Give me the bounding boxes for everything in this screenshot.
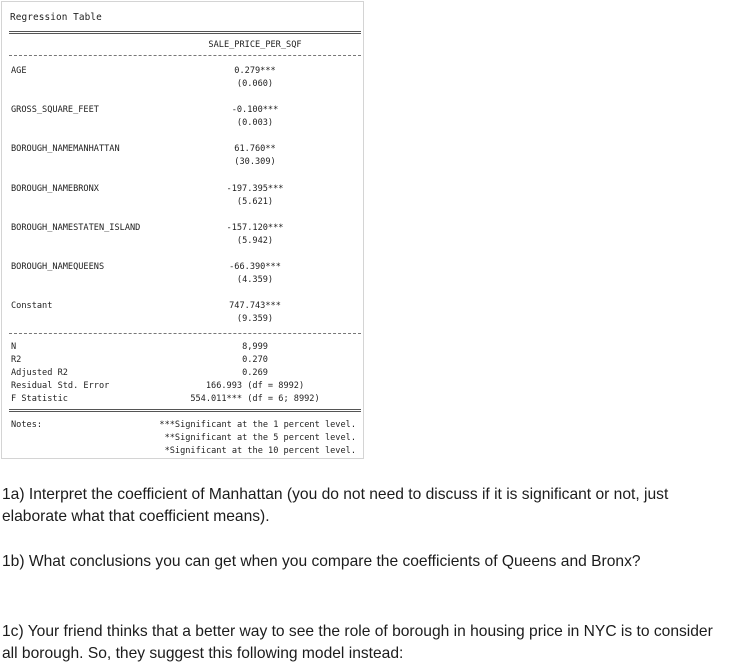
- stat-label-f-statistic: F Statistic: [11, 394, 68, 404]
- se-constant: (9.359): [236, 314, 274, 324]
- note-line-3: *Significant at the 10 percent level.: [164, 446, 356, 456]
- note-line-2: **Significant at the 5 percent level.: [164, 433, 356, 443]
- coef-age: 0.279***: [234, 66, 276, 76]
- row-label-staten-island: BOROUGH_NAMESTATEN_ISLAND: [11, 223, 141, 233]
- se-queens: (4.359): [236, 275, 274, 285]
- coef-gross-square-feet: -0.100***: [231, 105, 279, 115]
- row-label-queens: BOROUGH_NAMEQUEENS: [11, 262, 105, 272]
- row-label-constant: Constant: [11, 301, 53, 311]
- stat-value-f-statistic: 554.011*** (df = 6; 8992): [190, 394, 320, 404]
- stat-value-adjusted-r2: 0.269: [242, 368, 268, 378]
- coef-bronx: -197.395***: [226, 184, 284, 194]
- stat-label-n: N: [11, 342, 17, 352]
- dependent-variable: SALE_PRICE_PER_SQF: [208, 40, 302, 50]
- se-gross-square-feet: (0.003): [236, 118, 274, 128]
- question-1a: 1a) Interpret the coefficient of Manhattan (you do not need to discuss if it is significant or not, just elaborate what that coefficient means).: [2, 486, 669, 525]
- row-label-gross-square-feet: GROSS_SQUARE_FEET: [11, 105, 99, 115]
- row-label-age: AGE: [11, 66, 27, 76]
- table-title: Regression Table: [10, 12, 102, 23]
- stat-value-n: 8,999: [242, 342, 268, 352]
- header-dashed-rule: [9, 55, 361, 56]
- stats-dashed-rule: [9, 333, 361, 334]
- se-bronx: (5.621): [236, 197, 274, 207]
- row-label-bronx: BOROUGH_NAMEBRONX: [11, 184, 99, 194]
- notes-label: Notes:: [11, 420, 43, 430]
- note-line-1: ***Significant at the 1 percent level.: [159, 420, 356, 430]
- coef-queens: -66.390***: [229, 262, 281, 272]
- stat-label-r2: R2: [11, 355, 22, 365]
- stat-value-residual-std-error: 166.993 (df = 8992): [205, 381, 305, 391]
- se-age: (0.060): [236, 79, 274, 89]
- regression-table: [1, 1, 364, 459]
- stat-label-residual-std-error: Residual Std. Error: [11, 381, 110, 391]
- row-label-manhattan: BOROUGH_NAMEMANHATTAN: [11, 144, 120, 154]
- se-staten-island: (5.942): [236, 236, 274, 246]
- stat-value-r2: 0.270: [242, 355, 268, 365]
- se-manhattan: (30.309): [234, 157, 276, 167]
- stat-label-adjusted-r2: Adjusted R2: [11, 368, 68, 378]
- question-1b: 1b) What conclusions you can get when you compare the coefficients of Queens and Bronx?: [2, 553, 641, 570]
- coef-manhattan: 61.760**: [234, 144, 276, 154]
- coef-constant: 747.743***: [229, 301, 281, 311]
- coef-staten-island: -157.120***: [226, 223, 284, 233]
- bottom-double-rule: [9, 409, 361, 412]
- top-double-rule: [9, 31, 361, 34]
- question-1c: 1c) Your friend thinks that a better way to see the role of borough in housing price in NYC is to consider all borough. So, they suggest this following model instead:: [2, 623, 713, 662]
